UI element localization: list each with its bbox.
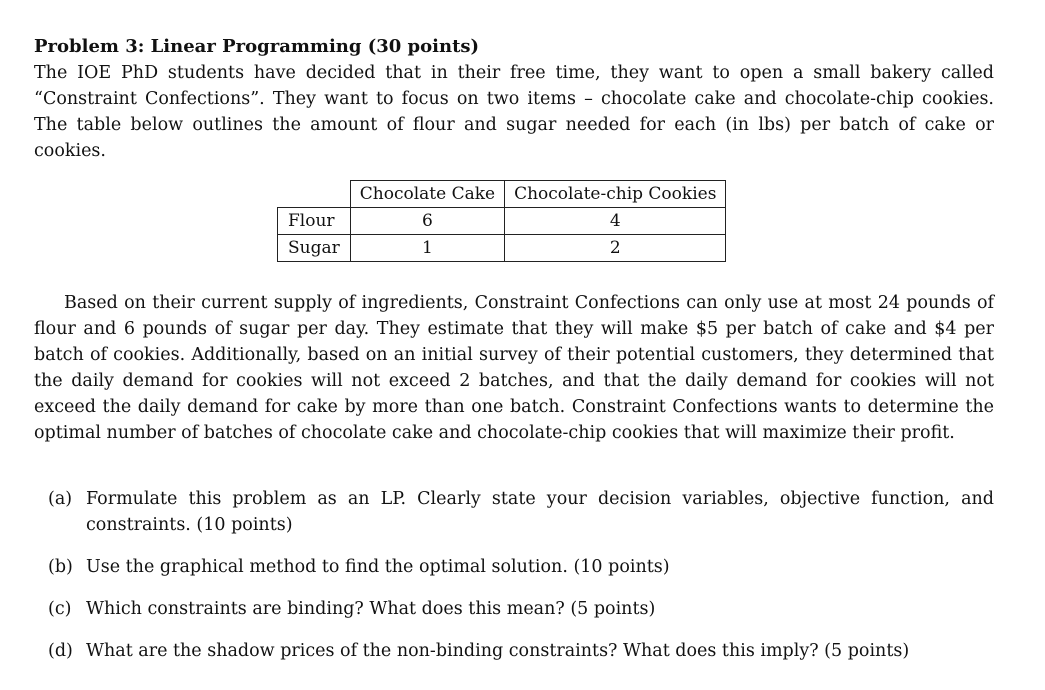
question-part-d (48, 638, 994, 664)
problem-title: Problem 3: Linear Programming (30 points) (34, 36, 480, 57)
part-label: (d) (48, 641, 73, 661)
problem-document (34, 34, 994, 680)
question-part-b (48, 554, 994, 580)
table-row (278, 208, 726, 235)
part-text: What are the shadow prices of the non-binding constraints? What does this imply? (5 points) (86, 641, 910, 661)
flour-cookies-value: 4 (505, 208, 726, 235)
sugar-cookies-value: 2 (505, 235, 726, 262)
row-label-sugar: Sugar (278, 235, 351, 262)
table-row (278, 235, 726, 262)
question-part-c (48, 596, 994, 622)
table-corner-cell (278, 181, 351, 208)
sugar-cake-value: 1 (350, 235, 504, 262)
constraints-paragraph: Based on their current supply of ingredients, Constraint Confections can only use at most 24 pounds of flour and 6 pounds of sugar per day. They estimate that they will make $5 per batch of cake and $4 per batch of cookies. Additionally, based on an initial survey of their potential customers, they determined that the daily demand for cookies will not exceed 2 batches, and that the daily demand for cookies will not exceed the daily demand for cake by more than one batch. Constraint Confections wants to determine the optimal number of batches of chocolate cake and chocolate-chip cookies that will maximize their profit. (34, 293, 994, 443)
part-text: Which constraints are binding? What does this mean? (5 points) (86, 599, 656, 619)
question-part-a (48, 486, 994, 538)
ingredients-table (277, 180, 726, 262)
part-text: Formulate this problem as an LP. Clearly state your decision variables, objective function, and constraints. (10 points) (86, 489, 994, 535)
intro-paragraph: The IOE PhD students have decided that in their free time, they want to open a small bakery called “Constraint Confections”. They want to focus on two items – chocolate cake and chocolate-chip cookies. The table below outlines the amount of flour and sugar needed for each (in lbs) per batch of cake or cookies. (34, 63, 994, 161)
table-header-row (278, 181, 726, 208)
header-chocolate-chip-cookies: Chocolate-chip Cookies (505, 181, 726, 208)
part-label: (b) (48, 557, 73, 577)
part-label: (a) (48, 489, 73, 509)
part-text: Use the graphical method to find the optimal solution. (10 points) (86, 557, 670, 577)
header-chocolate-cake: Chocolate Cake (350, 181, 504, 208)
question-parts (48, 486, 994, 664)
part-label: (c) (48, 599, 72, 619)
flour-cake-value: 6 (350, 208, 504, 235)
row-label-flour: Flour (278, 208, 351, 235)
ingredients-table-wrapper (277, 180, 994, 262)
